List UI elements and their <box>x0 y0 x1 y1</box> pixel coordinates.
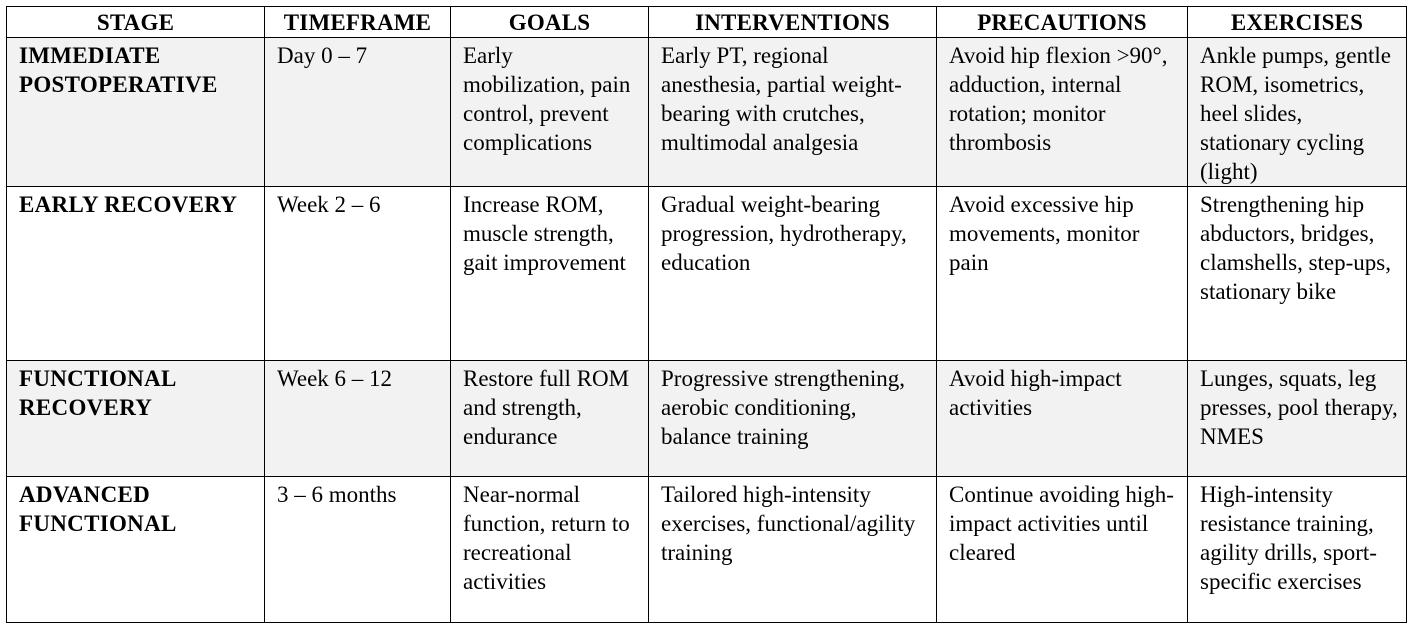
column-header-exercises: EXERCISES <box>1188 7 1407 38</box>
column-header-goals: GOALS <box>451 7 649 38</box>
precautions-cell: Avoid excessive hip movements, monitor pain <box>937 187 1188 361</box>
precautions-cell: Avoid hip flexion >90°, adduction, internal rotation; monitor thrombosis <box>937 38 1188 187</box>
table-row <box>7 187 1407 361</box>
column-header-stage: STAGE <box>7 7 265 38</box>
table-row <box>7 38 1407 187</box>
stage-cell: FUNCTIONAL RECOVERY <box>7 361 265 477</box>
timeframe-cell: 3 – 6 months <box>265 477 451 623</box>
column-header-precautions: PRECAUTIONS <box>937 7 1188 38</box>
interventions-cell: Tailored high-intensity exercises, functional/agility training <box>649 477 937 623</box>
exercises-cell: Lunges, squats, leg presses, pool therapy, NMES <box>1188 361 1407 477</box>
stage-cell: EARLY RECOVERY <box>7 187 265 361</box>
exercises-cell: Strengthening hip abductors, bridges, clamshells, step-ups, stationary bike <box>1188 187 1407 361</box>
stage-cell: ADVANCED FUNCTIONAL <box>7 477 265 623</box>
exercises-cell: Ankle pumps, gentle ROM, isometrics, heel slides, stationary cycling (light) <box>1188 38 1407 187</box>
interventions-cell: Early PT, regional anesthesia, partial weight-bearing with crutches, multimodal analgesia <box>649 38 937 187</box>
rehab-stages-table <box>6 6 1407 623</box>
table-row <box>7 361 1407 477</box>
timeframe-cell: Day 0 – 7 <box>265 38 451 187</box>
column-header-timeframe: TIMEFRAME <box>265 7 451 38</box>
goals-cell: Near-normal function, return to recreational activities <box>451 477 649 623</box>
timeframe-cell: Week 2 – 6 <box>265 187 451 361</box>
column-header-interventions: INTERVENTIONS <box>649 7 937 38</box>
table-row <box>7 477 1407 623</box>
interventions-cell: Progressive strengthening, aerobic conditioning, balance training <box>649 361 937 477</box>
exercises-cell: High-intensity resistance training, agility drills, sport-specific exercises <box>1188 477 1407 623</box>
precautions-cell: Avoid high-impact activities <box>937 361 1188 477</box>
stage-cell: IMMEDIATE POSTOPERATIVE <box>7 38 265 187</box>
goals-cell: Restore full ROM and strength, endurance <box>451 361 649 477</box>
header-row <box>7 7 1407 38</box>
goals-cell: Increase ROM, muscle strength, gait improvement <box>451 187 649 361</box>
precautions-cell: Continue avoiding high-impact activities until cleared <box>937 477 1188 623</box>
interventions-cell: Gradual weight-bearing progression, hydrotherapy, education <box>649 187 937 361</box>
timeframe-cell: Week 6 – 12 <box>265 361 451 477</box>
goals-cell: Early mobilization, pain control, prevent complications <box>451 38 649 187</box>
